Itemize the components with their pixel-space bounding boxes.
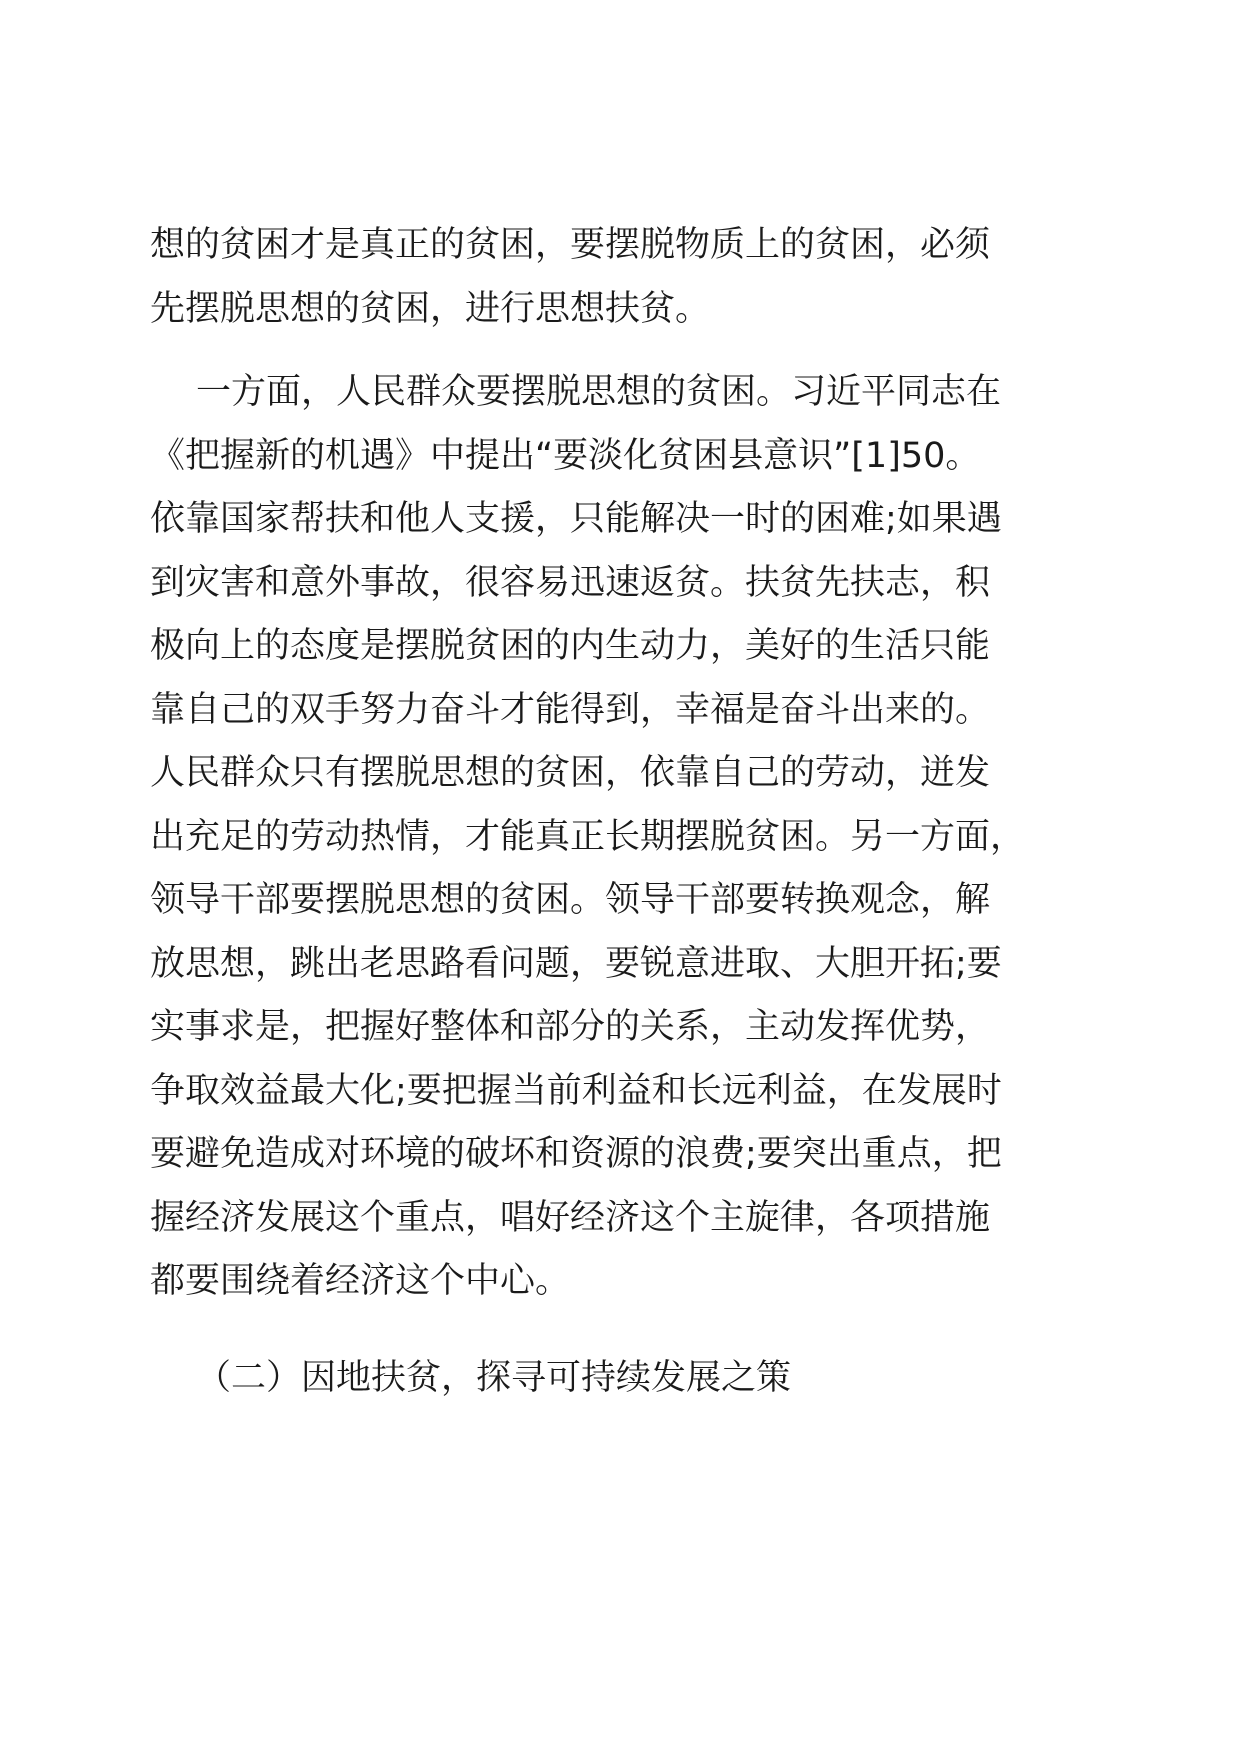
section-heading-block [150,1347,1090,1411]
text-line: 都要围绕着经济这个中心。 [150,1261,571,1301]
text-line: 出充足的劳动热情，才能真正长期摆脱贫困。另一方面， [150,816,1026,857]
text-line: 要避免造成对环境的破坏和资源的浪费;要突出重点，把 [150,1134,1002,1174]
text-line: 先摆脱思想的贫困，进行思想扶贫。 [150,288,711,329]
text-line: 《把握新的机遇》中提出“要淡化贫困县意识”[1]50。 [150,435,981,476]
text-line: 一方面，人民群众要摆脱思想的贫困。习近平同志在 [196,372,1002,412]
text-line: 领导干部要摆脱思想的贫困。领导干部要转换观念，解 [150,880,991,920]
text-line: 实事求是，把握好整体和部分的关系，主动发挥优势， [150,1007,991,1047]
paragraph-thought-poverty [150,361,1090,1314]
text-line: 人民群众只有摆脱思想的贫困，依靠自己的劳动，迸发 [150,753,991,793]
text-line: 依靠国家帮扶和他人支援，只能解决一时的困难;如果遇 [150,499,1002,539]
paragraph-continuation [150,214,1090,341]
section-heading: （二）因地扶贫，探寻可持续发展之策 [196,1358,792,1398]
text-line: 极向上的态度是摆脱贫困的内生动力，美好的生活只能 [150,626,991,666]
text-line: 放思想，跳出老思路看问题，要锐意进取、大胆开拓;要 [150,943,1002,984]
text-line: 靠自己的双手努力奋斗才能得到，幸福是奋斗出来的。 [150,689,991,730]
text-line: 想的贫困才是真正的贫困，要摆脱物质上的贫困，必须 [150,225,991,265]
text-line: 到灾害和意外事故，很容易迅速返贫。扶贫先扶志，积 [150,562,991,603]
text-line: 争取效益最大化;要把握当前利益和长远利益，在发展时 [150,1070,1002,1111]
text-line: 握经济发展这个重点，唱好经济这个主旋律，各项措施 [150,1197,991,1238]
